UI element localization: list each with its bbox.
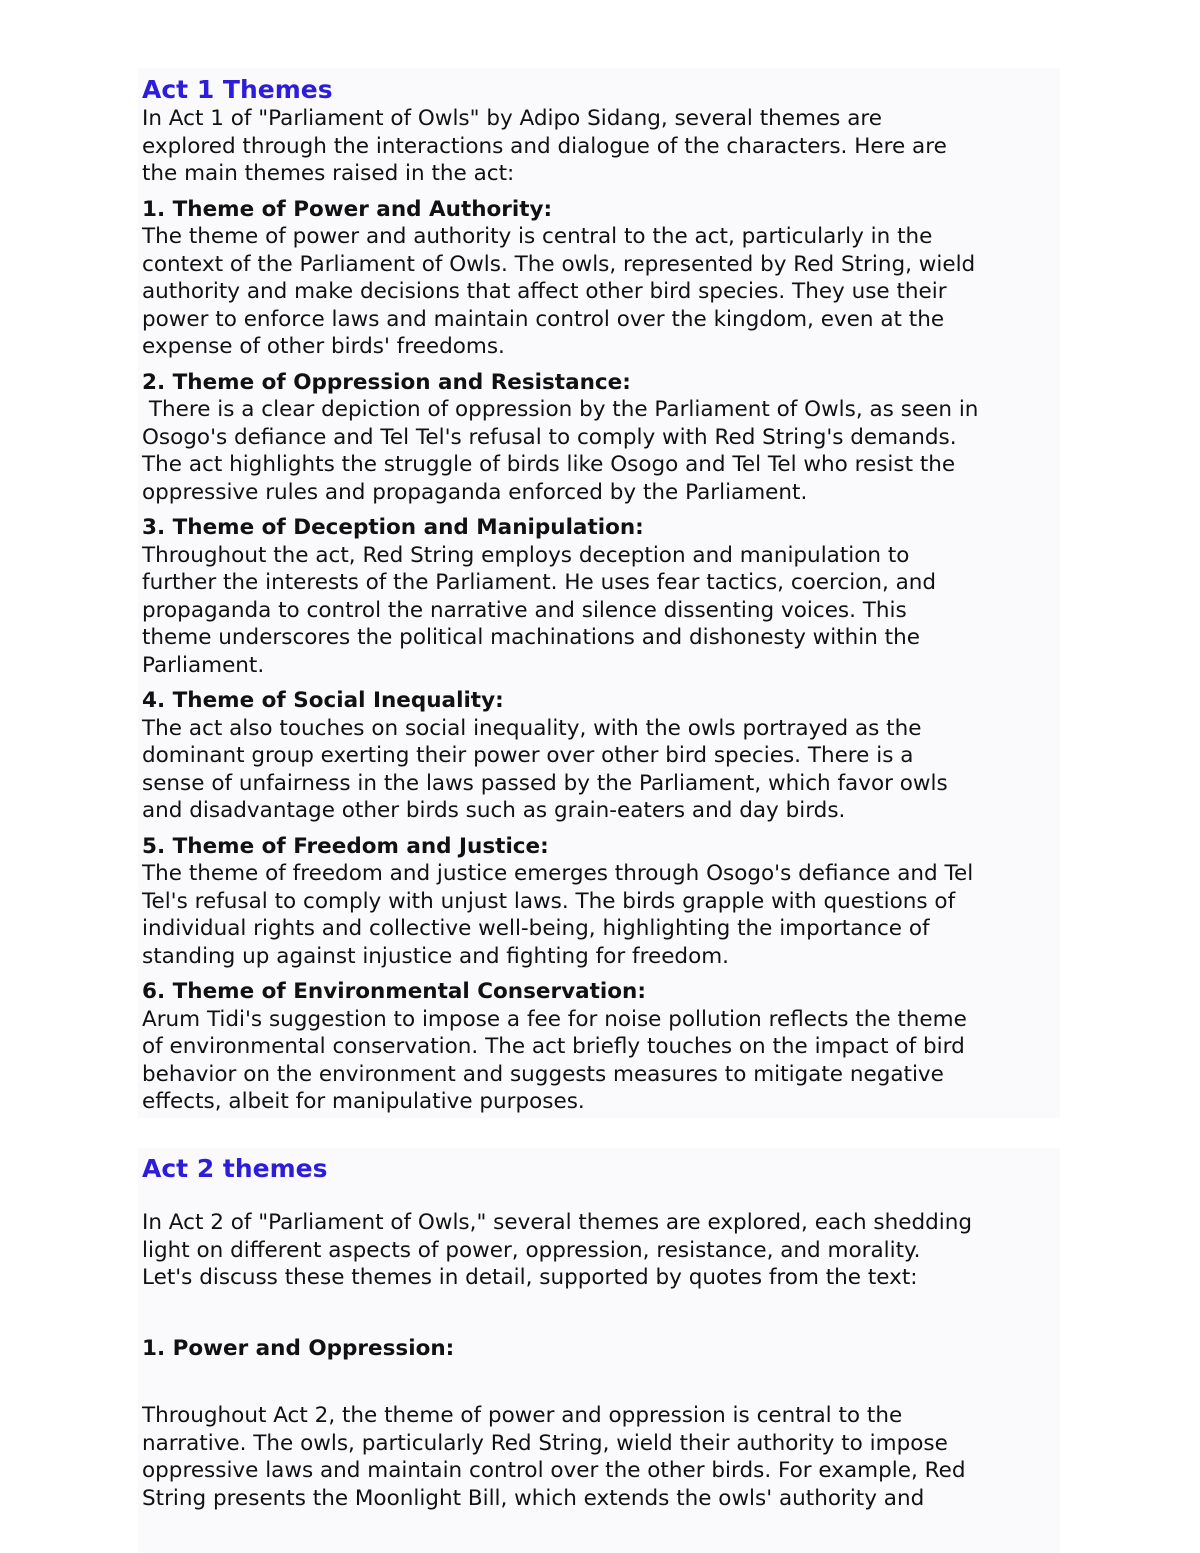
body-line: expense of other birds' freedoms. [142,334,505,359]
theme-body [142,1006,1067,1116]
body-line: of environmental conservation. The act briefly touches on the impact of bird [142,1034,965,1059]
body-line: behavior on the environment and suggests measures to mitigate negative [142,1061,944,1087]
theme-environmental-conservation [142,978,1067,1116]
act1-section [142,75,1067,1116]
theme-freedom-justice [142,833,1067,971]
body-line: The theme of power and authority is central to the act, particularly in the [142,224,933,249]
body-line: effects, albeit for manipulative purposes. [142,1089,585,1114]
theme-social-inequality [142,687,1067,825]
body-line: oppressive rules and propaganda enforced by the Parliament. [142,479,808,505]
body-line: theme underscores the political machinations and dishonesty within the [142,625,920,650]
body-line: standing up against injustice and fighting for freedom. [142,943,729,969]
body-line: individual rights and collective well-being, highlighting the importance of [142,916,930,941]
act1-title: Act 1 Themes [142,75,333,104]
body-line: Throughout Act 2, the theme of power and oppression is central to the [142,1403,903,1428]
theme-body [142,860,1067,970]
theme-body [142,715,1067,825]
body-line: Osogo's defiance and Tel Tel's refusal to comply with Red String's demands. [142,424,957,450]
body-line: Parliament. [142,652,265,678]
body-line: context of the Parliament of Owls. The owls, represented by Red String, wield [142,251,976,277]
body-line: The act also touches on social inequality, with the owls portrayed as the [142,715,922,741]
body-line: There is a clear depiction of oppression by the Parliament of Owls, as seen in [142,397,979,422]
intro-line: light on different aspects of power, oppression, resistance, and morality. [142,1237,921,1263]
body-line: and disadvantage other birds such as grain-eaters and day birds. [142,798,846,823]
theme-heading: 1. Theme of Power and Authority: [142,196,553,222]
theme-heading: 5. Theme of Freedom and Justice: [142,833,549,859]
body-line: The theme of freedom and justice emerges through Osogo's defiance and Tel [142,861,974,886]
body-line: further the interests of the Parliament. He uses fear tactics, coercion, and [142,570,937,595]
theme-heading: 4. Theme of Social Inequality: [142,688,504,713]
body-line: sense of unfairness in the laws passed by the Parliament, which favor owls [142,770,948,796]
body-line: authority and make decisions that affect other bird species. They use their [142,279,947,304]
theme-body [142,542,1067,680]
act2-title: Act 2 themes [142,1154,328,1183]
theme-body [142,223,1067,361]
body-line: String presents the Moonlight Bill, which extends the owls' authority and [142,1485,925,1511]
intro-line: In Act 1 of "Parliament of Owls" by Adipo Sidang, several themes are [142,106,882,131]
act2-theme1-body [142,1402,1067,1512]
body-line: Arum Tidi's suggestion to impose a fee for noise pollution reflects the theme [142,1006,967,1032]
intro-line: Let's discuss these themes in detail, supported by quotes from the text: [142,1265,918,1290]
theme-heading: 6. Theme of Environmental Conservation: [142,979,646,1004]
body-line: Throughout the act, Red String employs deception and manipulation to [142,542,910,568]
theme-heading: 3. Theme of Deception and Manipulation: [142,515,644,540]
intro-line: explored through the interactions and dialogue of the characters. Here are [142,133,947,159]
intro-line: the main themes raised in the act: [142,161,515,186]
body-line: dominant group exerting their power over other bird species. There is a [142,743,914,768]
theme-heading: 2. Theme of Oppression and Resistance: [142,369,631,395]
body-line: The act highlights the struggle of birds like Osogo and Tel Tel who resist the [142,452,956,477]
body-line: propaganda to control the narrative and silence dissenting voices. This [142,597,907,623]
act1-intro [142,105,1067,188]
body-line: power to enforce laws and maintain control over the kingdom, even at the [142,306,945,332]
theme-oppression-resistance [142,369,1067,507]
body-line: oppressive laws and maintain control over the other birds. For example, Red [142,1458,966,1483]
act2-intro [142,1209,1067,1292]
act2-section [142,1154,1067,1512]
body-line: narrative. The owls, particularly Red String, wield their authority to impose [142,1430,948,1456]
theme-body [142,396,1067,506]
act2-theme1-heading: 1. Power and Oppression: [142,1335,455,1361]
theme-power-authority [142,196,1067,361]
body-line: Tel's refusal to comply with unjust laws. The birds grapple with questions of [142,888,956,914]
intro-line: In Act 2 of "Parliament of Owls," several themes are explored, each shedding [142,1210,973,1235]
theme-deception-manipulation [142,514,1067,679]
